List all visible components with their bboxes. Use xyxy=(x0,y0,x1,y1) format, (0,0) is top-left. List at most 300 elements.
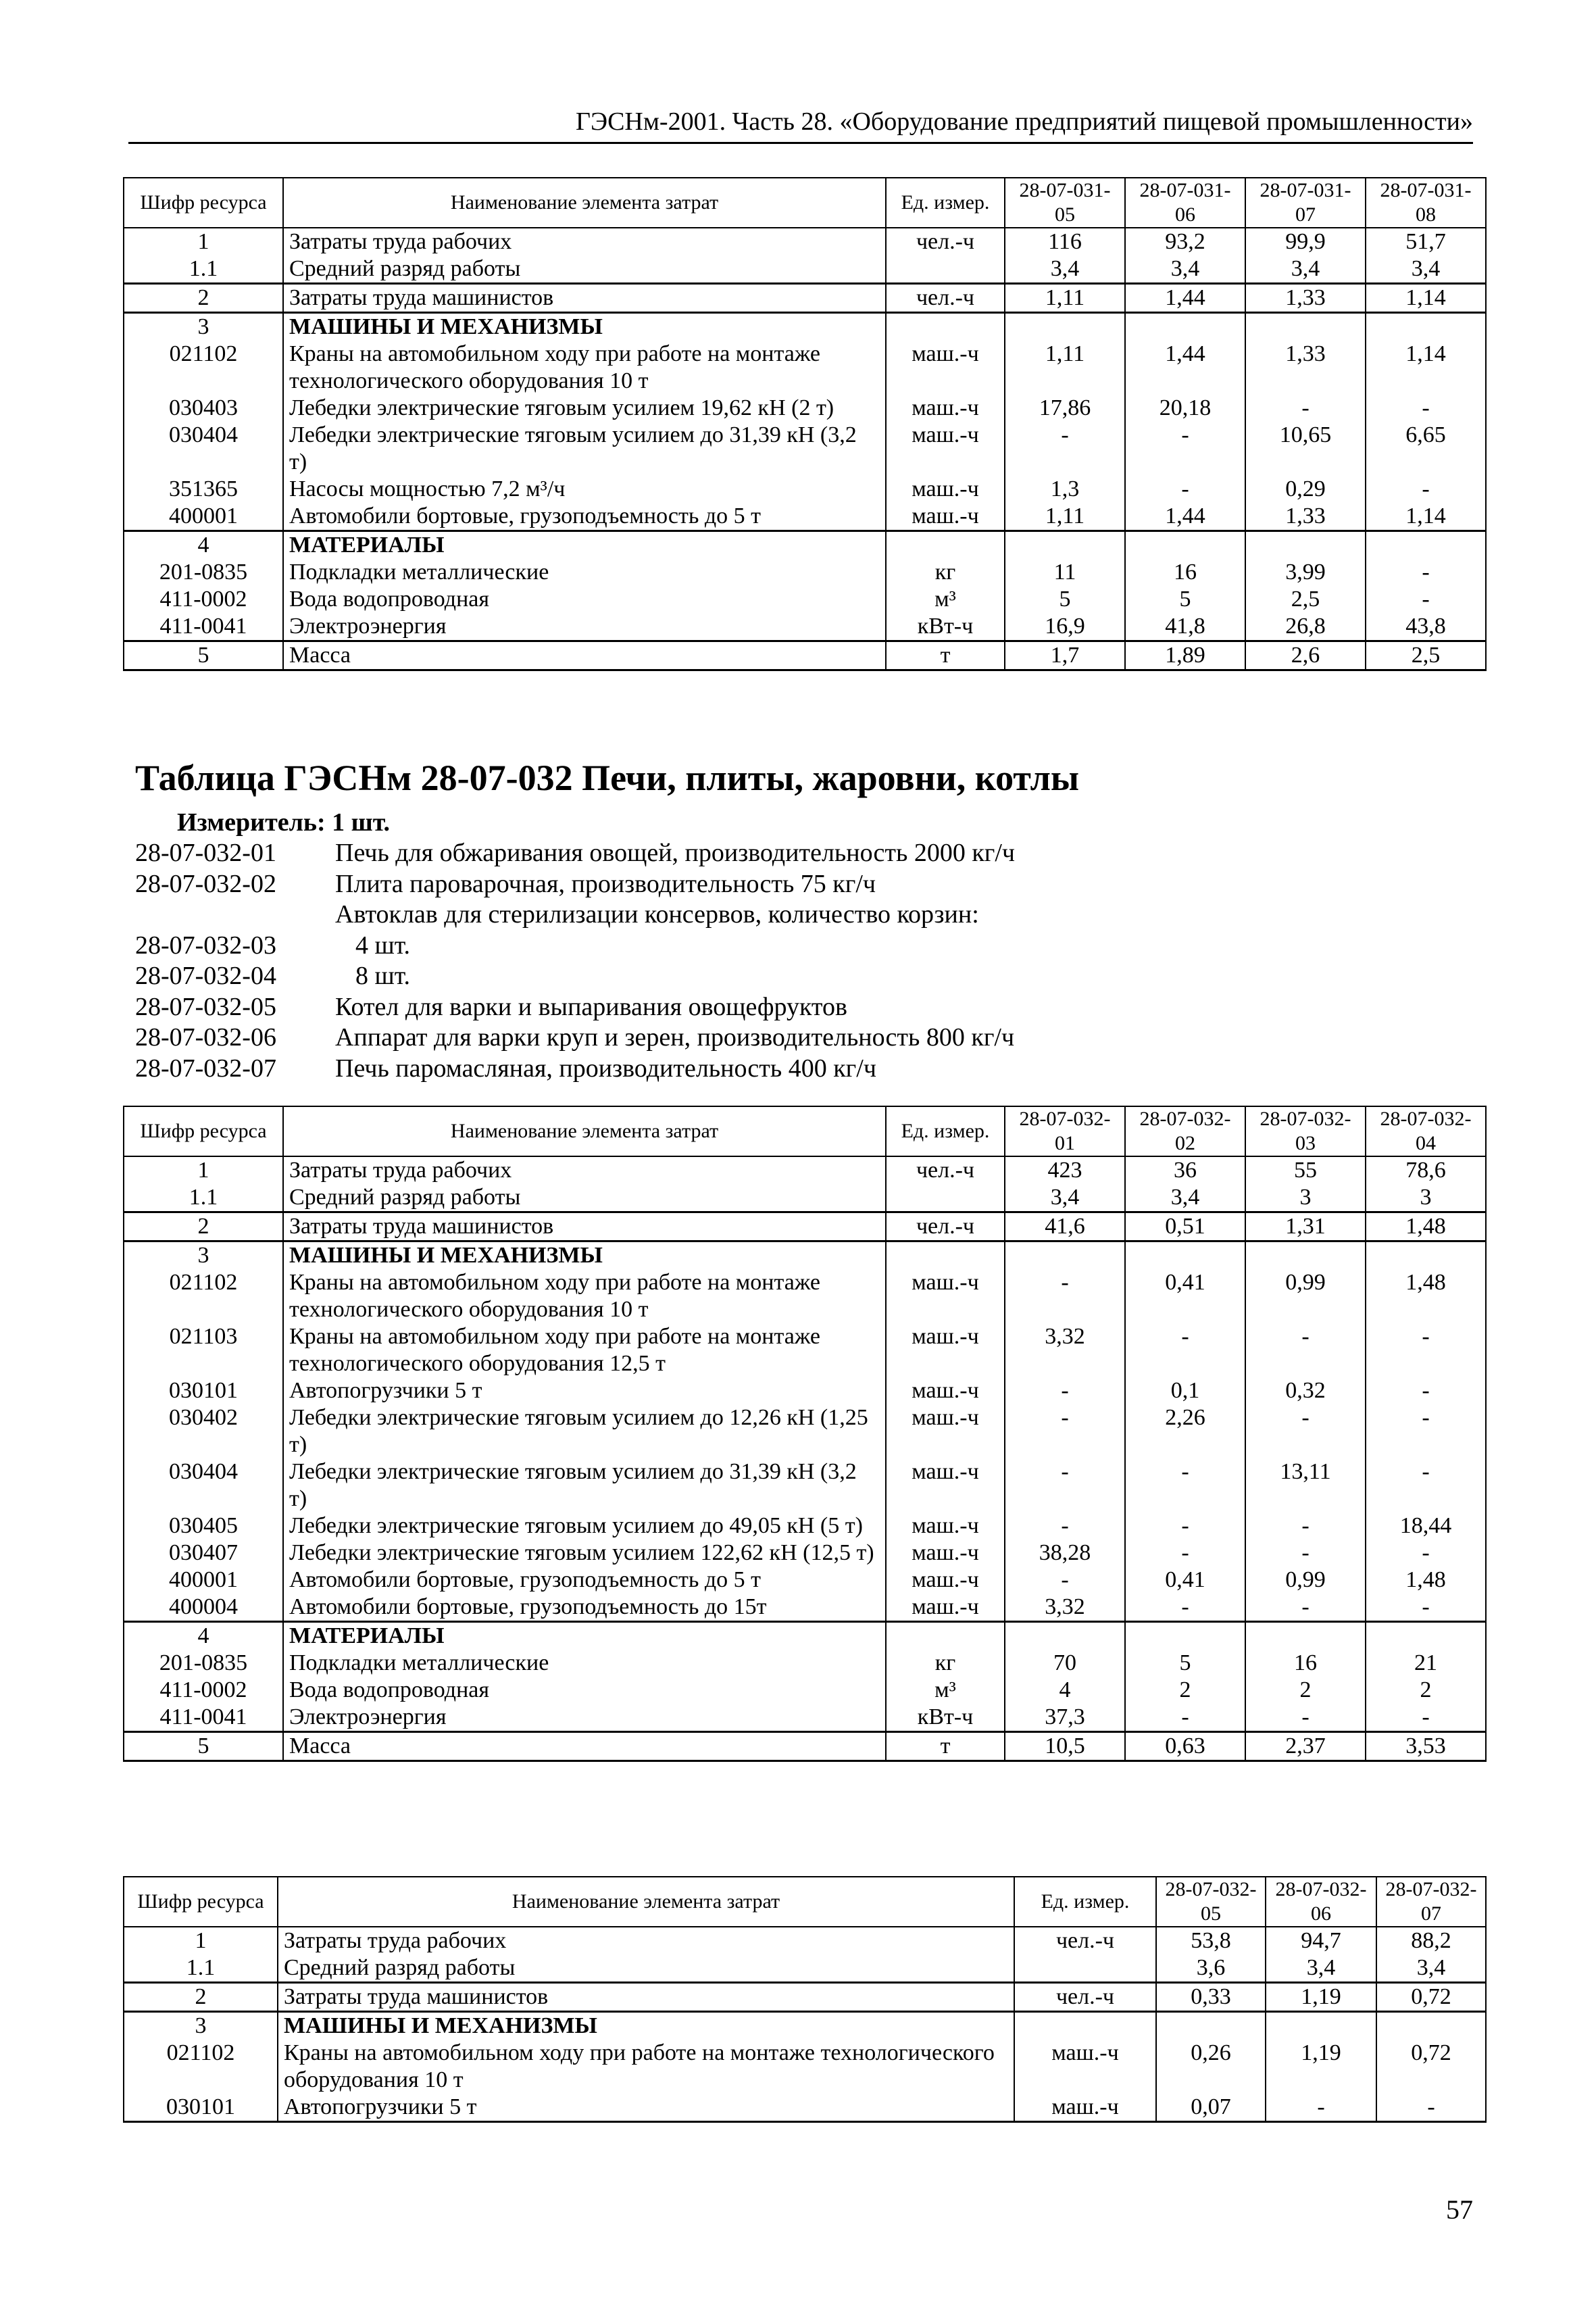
header-code: Шифр ресурса xyxy=(124,1877,278,1927)
value-cell: - xyxy=(1266,2094,1376,2122)
value-cell: 0,72 xyxy=(1376,2040,1486,2094)
value-cell: 2,5 xyxy=(1245,586,1366,613)
table-row xyxy=(124,341,1486,395)
header-norm-code: 28-07-031-08 xyxy=(1366,178,1486,228)
cost-element-name: Электроэнергия xyxy=(283,613,886,641)
value-cell: - xyxy=(1366,1323,1486,1377)
unit-cell: маш.-ч xyxy=(886,1377,1005,1404)
value-cell: 1,19 xyxy=(1266,2040,1376,2094)
cost-element-name: МАТЕРИАЛЫ xyxy=(283,531,886,560)
item-description: Печь паромасляная, производительность 400 кг/ч xyxy=(335,1054,876,1083)
value-cell: 2 xyxy=(1245,1677,1366,1704)
table-row xyxy=(124,1512,1486,1540)
value-cell: - xyxy=(1245,395,1366,422)
unit-cell: маш.-ч xyxy=(886,476,1005,503)
value-cell xyxy=(1376,2012,1486,2040)
cost-element-name: Средний разряд работы xyxy=(283,1184,886,1212)
unit-cell: чел.-ч xyxy=(886,284,1005,313)
value-cell: - xyxy=(1366,559,1486,586)
value-cell: 0,63 xyxy=(1125,1732,1245,1761)
unit-cell xyxy=(886,1184,1005,1212)
value-cell: - xyxy=(1366,586,1486,613)
value-cell: 51,7 xyxy=(1366,228,1486,255)
value-cell: 13,11 xyxy=(1245,1458,1366,1512)
value-cell: - xyxy=(1005,1458,1125,1512)
cost-element-name: Лебедки электрические тяговым усилием до 49,05 кН (5 т) xyxy=(283,1512,886,1540)
value-cell: 1,44 xyxy=(1125,341,1245,395)
unit-cell: кВт-ч xyxy=(886,613,1005,641)
value-cell: 11 xyxy=(1005,559,1125,586)
table-row xyxy=(124,2012,1486,2040)
cost-element-name: Средний разряд работы xyxy=(283,255,886,284)
unit-cell: маш.-ч xyxy=(886,395,1005,422)
value-cell: - xyxy=(1005,422,1125,476)
item-row xyxy=(135,961,1015,992)
table-row xyxy=(124,1269,1486,1323)
resource-code: 1.1 xyxy=(124,255,283,284)
table-row xyxy=(124,1954,1486,1983)
value-cell: 116 xyxy=(1005,228,1125,255)
resource-code: 400004 xyxy=(124,1594,283,1622)
value-cell xyxy=(1366,1241,1486,1270)
unit-cell: маш.-ч xyxy=(886,1567,1005,1594)
cost-element-name: Вода водопроводная xyxy=(283,1677,886,1704)
table-row xyxy=(124,1212,1486,1241)
value-cell: 41,8 xyxy=(1125,613,1245,641)
value-cell: 0,07 xyxy=(1156,2094,1266,2122)
value-cell: - xyxy=(1245,1540,1366,1567)
value-cell: 78,6 xyxy=(1366,1156,1486,1184)
resource-code: 201-0835 xyxy=(124,559,283,586)
resource-code: 1 xyxy=(124,1156,283,1184)
item-description: 4 шт. xyxy=(355,931,411,960)
value-cell: 18,44 xyxy=(1366,1512,1486,1540)
value-cell: - xyxy=(1125,1323,1245,1377)
unit-cell xyxy=(1014,1954,1156,1983)
value-cell: 20,18 xyxy=(1125,395,1245,422)
unit-cell: чел.-ч xyxy=(1014,1927,1156,1954)
value-cell: 1,48 xyxy=(1366,1212,1486,1241)
cost-element-name: Масса xyxy=(283,641,886,670)
cost-element-name: Автомобили бортовые, грузоподъемность до 5 т xyxy=(283,1567,886,1594)
cost-element-name: Автомобили бортовые, грузоподъемность до 5 т xyxy=(283,503,886,531)
resource-code: 030404 xyxy=(124,422,283,476)
table-row xyxy=(124,1927,1486,1954)
resource-code: 030101 xyxy=(124,1377,283,1404)
resource-code: 3 xyxy=(124,313,283,341)
header-norm-code: 28-07-031-06 xyxy=(1125,178,1245,228)
value-cell: 1,11 xyxy=(1005,284,1125,313)
cost-element-name: Затраты труда машинистов xyxy=(283,1212,886,1241)
item-code: 28-07-032-03 xyxy=(135,931,276,960)
meter-line xyxy=(177,808,390,837)
unit-cell: маш.-ч xyxy=(886,422,1005,476)
resource-table-032-b xyxy=(123,1876,1487,2123)
value-cell: 10,65 xyxy=(1245,422,1366,476)
cost-element-name: МАТЕРИАЛЫ xyxy=(283,1622,886,1650)
item-row xyxy=(135,992,1015,1023)
value-cell: 3,32 xyxy=(1005,1594,1125,1622)
header-name: Наименование элемента затрат xyxy=(283,1106,886,1156)
cost-element-name: МАШИНЫ И МЕХАНИЗМЫ xyxy=(283,313,886,341)
cost-element-name: Лебедки электрические тяговым усилием до 12,26 кН (1,25 т) xyxy=(283,1404,886,1458)
item-row xyxy=(135,869,1015,900)
unit-cell xyxy=(886,1622,1005,1650)
cost-element-name: Затраты труда рабочих xyxy=(283,1156,886,1184)
value-cell: 37,3 xyxy=(1005,1704,1125,1732)
resource-code: 1 xyxy=(124,1927,278,1954)
unit-cell: маш.-ч xyxy=(886,503,1005,531)
value-cell: 1,89 xyxy=(1125,641,1245,670)
unit-cell: чел.-ч xyxy=(886,1156,1005,1184)
value-cell: 10,5 xyxy=(1005,1732,1125,1761)
value-cell: 3,4 xyxy=(1245,255,1366,284)
table-row xyxy=(124,503,1486,531)
value-cell: 16 xyxy=(1245,1650,1366,1677)
value-cell: 3,53 xyxy=(1366,1732,1486,1761)
item-code: 28-07-032-04 xyxy=(135,962,276,990)
value-cell: 1,14 xyxy=(1366,503,1486,531)
table-row xyxy=(124,1540,1486,1567)
table-row xyxy=(124,228,1486,255)
value-cell: 1,33 xyxy=(1245,503,1366,531)
cost-element-name: Автопогрузчики 5 т xyxy=(278,2094,1014,2122)
value-cell: 1,33 xyxy=(1245,341,1366,395)
value-cell: 1,48 xyxy=(1366,1269,1486,1323)
resource-code: 4 xyxy=(124,531,283,560)
unit-cell: кг xyxy=(886,559,1005,586)
value-cell: 1,3 xyxy=(1005,476,1125,503)
value-cell: - xyxy=(1125,476,1245,503)
value-cell xyxy=(1245,313,1366,341)
value-cell: 2,6 xyxy=(1245,641,1366,670)
value-cell xyxy=(1156,2012,1266,2040)
cost-element-name: МАШИНЫ И МЕХАНИЗМЫ xyxy=(278,2012,1014,2040)
table-header-row xyxy=(124,1877,1486,1927)
header-code: Шифр ресурса xyxy=(124,1106,283,1156)
item-description: 8 шт. xyxy=(355,962,411,990)
unit-cell: чел.-ч xyxy=(1014,1983,1156,2012)
table-header-row xyxy=(124,1106,1486,1156)
item-list xyxy=(135,838,1015,1084)
value-cell: - xyxy=(1366,1594,1486,1622)
value-cell: 1,7 xyxy=(1005,641,1125,670)
value-cell: - xyxy=(1125,1458,1245,1512)
cost-element-name: Насосы мощностью 7,2 м³/ч xyxy=(283,476,886,503)
value-cell: 3,32 xyxy=(1005,1323,1125,1377)
value-cell: 3 xyxy=(1366,1184,1486,1212)
unit-cell: маш.-ч xyxy=(886,1540,1005,1567)
value-cell: 36 xyxy=(1125,1156,1245,1184)
value-cell: - xyxy=(1366,1458,1486,1512)
table-row xyxy=(124,1594,1486,1622)
table-row xyxy=(124,531,1486,560)
resource-code: 411-0041 xyxy=(124,1704,283,1732)
value-cell: 2,5 xyxy=(1366,641,1486,670)
resource-code: 5 xyxy=(124,1732,283,1761)
value-cell: 1,11 xyxy=(1005,341,1125,395)
item-description: Котел для варки и выпаривания овощефруктов xyxy=(335,992,847,1021)
resource-code: 1.1 xyxy=(124,1184,283,1212)
header-unit: Ед. измер. xyxy=(886,178,1005,228)
item-row xyxy=(135,931,1015,962)
cost-element-name: Лебедки электрические тяговым усилием 19,62 кН (2 т) xyxy=(283,395,886,422)
unit-cell: маш.-ч xyxy=(886,1458,1005,1512)
cost-element-name: Электроэнергия xyxy=(283,1704,886,1732)
value-cell: 0,72 xyxy=(1376,1983,1486,2012)
resource-code: 1.1 xyxy=(124,1954,278,1983)
value-cell: 3,4 xyxy=(1005,255,1125,284)
cost-element-name: Подкладки металлические xyxy=(283,559,886,586)
header-norm-code: 28-07-032-02 xyxy=(1125,1106,1245,1156)
value-cell: 0,32 xyxy=(1245,1377,1366,1404)
value-cell xyxy=(1366,531,1486,560)
value-cell: 6,65 xyxy=(1366,422,1486,476)
value-cell xyxy=(1125,1241,1245,1270)
resource-code: 5 xyxy=(124,641,283,670)
table-row xyxy=(124,641,1486,670)
value-cell: - xyxy=(1005,1404,1125,1458)
value-cell: 88,2 xyxy=(1376,1927,1486,1954)
header-norm-code: 28-07-031-05 xyxy=(1005,178,1125,228)
table-row xyxy=(124,422,1486,476)
page-header: ГЭСНм-2001. Часть 28. «Оборудование предприятий пищевой промышленности» xyxy=(128,107,1473,144)
resource-code: 411-0002 xyxy=(124,586,283,613)
cost-element-name: Краны на автомобильном ходу при работе на монтаже технологического оборудования 10 т xyxy=(278,2040,1014,2094)
value-cell xyxy=(1366,313,1486,341)
value-cell: 3,4 xyxy=(1125,1184,1245,1212)
value-cell: 2,37 xyxy=(1245,1732,1366,1761)
unit-cell: маш.-ч xyxy=(886,1594,1005,1622)
value-cell: 3,99 xyxy=(1245,559,1366,586)
unit-cell: т xyxy=(886,1732,1005,1761)
cost-element-name: Краны на автомобильном ходу при работе на монтаже технологического оборудования 10 т xyxy=(283,1269,886,1323)
table-row xyxy=(124,1241,1486,1270)
value-cell: 3,4 xyxy=(1366,255,1486,284)
cost-element-name: Масса xyxy=(283,1732,886,1761)
cost-element-name: Затраты труда рабочих xyxy=(283,228,886,255)
value-cell: - xyxy=(1245,1323,1366,1377)
table-row xyxy=(124,1156,1486,1184)
unit-cell: маш.-ч xyxy=(1014,2094,1156,2122)
header-norm-code: 28-07-032-04 xyxy=(1366,1106,1486,1156)
item-row xyxy=(135,1054,1015,1085)
item-code: 28-07-032-05 xyxy=(135,992,276,1021)
value-cell: 0,51 xyxy=(1125,1212,1245,1241)
cost-element-name: Затраты труда рабочих xyxy=(278,1927,1014,1954)
header-norm-code: 28-07-032-01 xyxy=(1005,1106,1125,1156)
table-row xyxy=(124,1677,1486,1704)
value-cell: 3,6 xyxy=(1156,1954,1266,1983)
value-cell: - xyxy=(1125,1594,1245,1622)
value-cell: - xyxy=(1005,1567,1125,1594)
page-number: 57 xyxy=(1446,2194,1473,2225)
resource-code: 2 xyxy=(124,1212,283,1241)
item-row xyxy=(135,838,1015,869)
value-cell xyxy=(1125,313,1245,341)
header-unit: Ед. измер. xyxy=(886,1106,1005,1156)
value-cell xyxy=(1245,531,1366,560)
value-cell: 53,8 xyxy=(1156,1927,1266,1954)
cost-element-name: Вода водопроводная xyxy=(283,586,886,613)
unit-cell: м³ xyxy=(886,586,1005,613)
table-row xyxy=(124,1323,1486,1377)
section-title: Таблица ГЭСНм 28-07-032 Печи, плиты, жаровни, котлы xyxy=(135,758,1080,798)
value-cell: 38,28 xyxy=(1005,1540,1125,1567)
value-cell: 5 xyxy=(1125,586,1245,613)
value-cell: 94,7 xyxy=(1266,1927,1376,1954)
unit-cell: маш.-ч xyxy=(886,1512,1005,1540)
meter-value: 1 шт. xyxy=(332,808,391,837)
value-cell: - xyxy=(1366,1377,1486,1404)
value-cell: 41,6 xyxy=(1005,1212,1125,1241)
header-norm-code: 28-07-032-03 xyxy=(1245,1106,1366,1156)
header-name: Наименование элемента затрат xyxy=(278,1877,1014,1927)
value-cell: 0,33 xyxy=(1156,1983,1266,2012)
table-row xyxy=(124,1650,1486,1677)
table-row xyxy=(124,559,1486,586)
table-header-row xyxy=(124,178,1486,228)
value-cell: 2,26 xyxy=(1125,1404,1245,1458)
resource-table-031 xyxy=(123,177,1487,671)
item-description: Плита пароварочная, производительность 75 кг/ч xyxy=(335,869,876,898)
value-cell: 55 xyxy=(1245,1156,1366,1184)
resource-code: 400001 xyxy=(124,503,283,531)
resource-code: 411-0041 xyxy=(124,613,283,641)
value-cell: - xyxy=(1366,1540,1486,1567)
value-cell xyxy=(1005,1241,1125,1270)
table-row xyxy=(124,1567,1486,1594)
unit-cell xyxy=(886,531,1005,560)
resource-code: 021102 xyxy=(124,2040,278,2094)
value-cell: 3 xyxy=(1245,1184,1366,1212)
unit-cell: маш.-ч xyxy=(886,1323,1005,1377)
table-row xyxy=(124,2094,1486,2122)
value-cell: - xyxy=(1366,1704,1486,1732)
cost-element-name: Краны на автомобильном ходу при работе на монтаже технологического оборудования 10 т xyxy=(283,341,886,395)
value-cell: 21 xyxy=(1366,1650,1486,1677)
value-cell: - xyxy=(1005,1377,1125,1404)
table-row xyxy=(124,1184,1486,1212)
table-row xyxy=(124,1622,1486,1650)
value-cell: - xyxy=(1376,2094,1486,2122)
value-cell: 1,48 xyxy=(1366,1567,1486,1594)
value-cell: 43,8 xyxy=(1366,613,1486,641)
cost-element-name: Автомобили бортовые, грузоподъемность до 15т xyxy=(283,1594,886,1622)
table-row xyxy=(124,395,1486,422)
value-cell xyxy=(1125,1622,1245,1650)
value-cell: 423 xyxy=(1005,1156,1125,1184)
value-cell xyxy=(1366,1622,1486,1650)
resource-code: 351365 xyxy=(124,476,283,503)
value-cell: 2 xyxy=(1366,1677,1486,1704)
unit-cell xyxy=(886,255,1005,284)
value-cell: 3,4 xyxy=(1125,255,1245,284)
item-code xyxy=(135,900,335,931)
value-cell: 0,29 xyxy=(1245,476,1366,503)
value-cell: 4 xyxy=(1005,1677,1125,1704)
value-cell: 5 xyxy=(1125,1650,1245,1677)
value-cell: 1,11 xyxy=(1005,503,1125,531)
table-row xyxy=(124,1704,1486,1732)
table-row xyxy=(124,313,1486,341)
resource-table-032-a xyxy=(123,1106,1487,1762)
value-cell: - xyxy=(1245,1404,1366,1458)
value-cell: - xyxy=(1366,476,1486,503)
value-cell: 0,26 xyxy=(1156,2040,1266,2094)
value-cell: - xyxy=(1245,1594,1366,1622)
table-row xyxy=(124,1458,1486,1512)
resource-code: 021102 xyxy=(124,1269,283,1323)
value-cell: 1,33 xyxy=(1245,284,1366,313)
value-cell: 1,19 xyxy=(1266,1983,1376,2012)
table-row xyxy=(124,613,1486,641)
item-row xyxy=(135,900,1015,931)
value-cell: 0,99 xyxy=(1245,1567,1366,1594)
table-row xyxy=(124,1404,1486,1458)
value-cell xyxy=(1245,1241,1366,1270)
value-cell: - xyxy=(1366,395,1486,422)
item-code: 28-07-032-02 xyxy=(135,869,276,898)
unit-cell: маш.-ч xyxy=(886,341,1005,395)
value-cell: 1,14 xyxy=(1366,341,1486,395)
item-description: Печь для обжаривания овощей, производительность 2000 кг/ч xyxy=(335,839,1016,867)
item-code: 28-07-032-07 xyxy=(135,1054,276,1083)
resource-code: 030403 xyxy=(124,395,283,422)
value-cell: 16 xyxy=(1125,559,1245,586)
cost-element-name: Автопогрузчики 5 т xyxy=(283,1377,886,1404)
cost-element-name: МАШИНЫ И МЕХАНИЗМЫ xyxy=(283,1241,886,1270)
value-cell: 1,44 xyxy=(1125,503,1245,531)
cost-element-name: Лебедки электрические тяговым усилием 122,62 кН (12,5 т) xyxy=(283,1540,886,1567)
value-cell: - xyxy=(1245,1512,1366,1540)
resource-code: 400001 xyxy=(124,1567,283,1594)
header-name: Наименование элемента затрат xyxy=(283,178,886,228)
resource-code: 1 xyxy=(124,228,283,255)
value-cell: 17,86 xyxy=(1005,395,1125,422)
unit-cell: чел.-ч xyxy=(886,1212,1005,1241)
header-norm-code: 28-07-032-06 xyxy=(1266,1877,1376,1927)
header-norm-code: 28-07-032-07 xyxy=(1376,1877,1486,1927)
value-cell: 3,4 xyxy=(1005,1184,1125,1212)
value-cell: 93,2 xyxy=(1125,228,1245,255)
resource-code: 2 xyxy=(124,284,283,313)
resource-code: 3 xyxy=(124,1241,283,1270)
unit-cell: маш.-ч xyxy=(1014,2040,1156,2094)
resource-code: 411-0002 xyxy=(124,1677,283,1704)
value-cell xyxy=(1005,313,1125,341)
value-cell: 0,41 xyxy=(1125,1567,1245,1594)
cost-element-name: Средний разряд работы xyxy=(278,1954,1014,1983)
value-cell xyxy=(1125,531,1245,560)
cost-element-name: Затраты труда машинистов xyxy=(283,284,886,313)
item-description: Аппарат для варки круп и зерен, производительность 800 кг/ч xyxy=(335,1023,1015,1052)
unit-cell: кг xyxy=(886,1650,1005,1677)
value-cell: - xyxy=(1005,1269,1125,1323)
unit-cell: м³ xyxy=(886,1677,1005,1704)
value-cell: - xyxy=(1005,1512,1125,1540)
unit-cell xyxy=(886,313,1005,341)
meter-label: Измеритель: xyxy=(177,808,326,837)
resource-code: 4 xyxy=(124,1622,283,1650)
table-row xyxy=(124,586,1486,613)
cost-element-name: Лебедки электрические тяговым усилием до 31,39 кН (3,2 т) xyxy=(283,1458,886,1512)
resource-code: 030404 xyxy=(124,1458,283,1512)
table-row xyxy=(124,284,1486,313)
value-cell: 3,4 xyxy=(1266,1954,1376,1983)
resource-code: 030405 xyxy=(124,1512,283,1540)
value-cell: 0,99 xyxy=(1245,1269,1366,1323)
